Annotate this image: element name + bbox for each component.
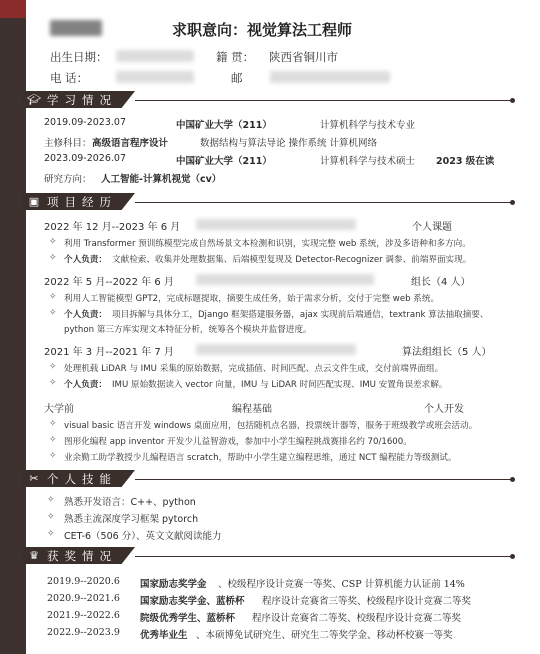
award-date: 2022.9--2023.9	[47, 627, 120, 638]
project-bullet-text: python 第三方库实现文本特征分析，统筹各个模块并监督进度。	[64, 325, 312, 335]
diamond-bullet-icon: ✧	[49, 362, 57, 372]
project-role: 个人课题	[412, 222, 452, 233]
project-role: 算法组组长（5 人）	[402, 347, 492, 358]
skill-item: 熟悉开发语言：C++、python	[64, 497, 196, 508]
phone-label: 电 话：	[50, 71, 89, 85]
birth-label: 出生日期：	[50, 50, 108, 64]
award-bold: 优秀毕业生	[140, 630, 188, 641]
left-decor-accent	[0, 0, 26, 18]
project-name-redacted	[196, 274, 374, 285]
courses-label: 主修科目：	[44, 138, 92, 149]
section-divider-dot	[510, 477, 515, 482]
graduation-cap-icon: 🎓︎	[27, 93, 41, 106]
section-divider	[135, 202, 511, 203]
edu-date: 2019.09-2023.07	[44, 117, 126, 128]
project-bullet-lead: 个人负责：	[64, 310, 107, 320]
project-bullet-text: 处理机载 LiDAR 与 IMU 采集的原始数据，完成插值、时间匹配、点云文件生成，交付前端界面组。	[64, 364, 444, 374]
tools-icon: ✂	[29, 472, 39, 485]
project-bullet-text: 项目拆解与具体分工，Django 框架搭建服务器，ajax 实现前后端通信，textrank 算法抽取摘要、	[112, 310, 489, 320]
diamond-bullet-icon: ✧	[49, 308, 57, 318]
research-value: 人工智能-计算机视觉（cv）	[101, 174, 222, 185]
briefcase-icon: ▣	[28, 195, 40, 208]
extra-bullet-text: 业余勤工助学教授少儿编程语言 scratch，帮助中小学生建立编程思维，通过 NCT 编程能力等级测试。	[64, 453, 457, 463]
name-redacted	[50, 20, 102, 36]
diamond-bullet-icon: ✧	[49, 378, 57, 388]
diamond-bullet-icon: ✧	[47, 495, 55, 505]
birth-redacted	[116, 50, 194, 62]
email-redacted	[270, 71, 390, 83]
project-name-redacted	[196, 219, 356, 230]
project-name-redacted	[196, 344, 356, 355]
award-bold: 院级优秀学生、蓝桥杯	[140, 613, 236, 624]
section-divider-dot	[510, 554, 515, 559]
edu-date: 2023.09-2026.07	[44, 153, 126, 164]
extra-right-title: 个人开发	[424, 404, 464, 415]
award-date: 2019.9--2020.6	[47, 576, 120, 587]
project-date: 2022 年 5 月--2022 年 6 月	[44, 277, 174, 288]
research-label: 研究方向：	[44, 174, 92, 185]
award-bold: 国家励志奖学金	[140, 579, 207, 590]
section-skills-header	[23, 470, 117, 487]
extra-bullet-text: visual basic 语言开发 windows 桌面应用，包括随机点名器，投票统计器等，服务于班级教学或班会活动。	[64, 421, 478, 431]
project-date: 2021 年 3 月--2021 年 7 月	[44, 347, 174, 358]
edu-major: 计算机科学与技术专业	[320, 120, 416, 131]
section-projects-header	[23, 193, 117, 210]
award-rest: 、校级程序设计竞赛一等奖、CSP 计算机能力认证前 14%	[218, 579, 465, 590]
origin-value: 陕西省铜川市	[269, 50, 338, 64]
job-intent-title: 求职意向：视觉算法工程师	[172, 21, 353, 39]
origin-label: 籍 贯：	[216, 50, 255, 64]
section-divider	[135, 479, 511, 480]
section-awards-title: 获奖情况	[47, 548, 117, 563]
award-date: 2021.9--2022.6	[47, 610, 120, 621]
courses-rest: 数据结构与算法导论 操作系统 计算机网络	[200, 138, 378, 149]
diamond-bullet-icon: ✧	[49, 435, 57, 445]
courses-bold: 高级语言程序设计	[92, 138, 169, 149]
project-bullet-lead: 个人负责：	[64, 255, 107, 265]
section-divider-dot	[510, 98, 515, 103]
edu-major: 计算机科学与技术硕士	[320, 156, 416, 167]
section-divider-dot	[510, 200, 515, 205]
section-education-header	[23, 91, 117, 108]
section-projects-title: 项目经历	[47, 194, 117, 209]
project-bullet-text: 利用人工智能模型 GPT2，完成标题提取，摘要生成任务，始于需求分析，交付于完整 web 系统。	[64, 294, 440, 304]
diamond-bullet-icon: ✧	[47, 529, 55, 539]
section-skills-title: 个人技能	[47, 471, 117, 486]
skill-item: 熟悉主流深度学习框架 pytorch	[64, 514, 199, 525]
award-date: 2020.9--2021.6	[47, 593, 120, 604]
project-bullet-text: 文献检索、收集并处理数据集、后端模型复现及 Detector-Recognizer 调参、前端界面实现。	[112, 255, 472, 265]
section-divider	[135, 100, 511, 101]
project-role: 组长（4 人）	[411, 277, 471, 288]
award-rest: 程序设计竞赛省三等奖、校级程序设计竞赛二等奖	[262, 596, 472, 607]
project-bullet-text: 利用 Transformer 预训练模型完成自然场景文本检测和识别，实现完整 web 系统，涉及多语种和多方向。	[64, 239, 471, 249]
project-date: 2022 年 12 月--2023 年 6 月	[44, 222, 181, 233]
skill-item: CET-6（506 分）、英文文献阅读能力	[64, 531, 222, 542]
phone-redacted	[116, 71, 194, 83]
award-rest: 程序设计竞赛省二等奖、校级程序设计竞赛二等奖	[252, 613, 462, 624]
diamond-bullet-icon: ✧	[47, 512, 55, 522]
diamond-bullet-icon: ✧	[49, 253, 57, 263]
section-awards-header	[23, 547, 117, 564]
edu-school: 中国矿业大学（211）	[176, 156, 272, 167]
email-label: 邮	[231, 71, 243, 85]
project-bullet-lead: 个人负责：	[64, 380, 107, 390]
extra-mid-title: 编程基础	[232, 404, 272, 415]
trophy-icon: ♛	[29, 549, 39, 562]
extra-bullet-text: 图形化编程 app inventor 开发少儿益智游戏，参加中小学生编程挑战赛排名约 70/1600。	[64, 437, 412, 447]
diamond-bullet-icon: ✧	[49, 292, 57, 302]
section-education-title: 学习情况	[47, 92, 117, 107]
diamond-bullet-icon: ✧	[49, 451, 57, 461]
diamond-bullet-icon: ✧	[49, 419, 57, 429]
project-bullet-text: IMU 原始数据读入 vector 向量，IMU 与 LiDAR 时间匹配实现、IMU 安置角误差求解。	[112, 380, 448, 390]
edu-school: 中国矿业大学（211）	[176, 120, 272, 131]
diamond-bullet-icon: ✧	[49, 237, 57, 247]
section-divider	[135, 556, 511, 557]
award-bold: 国家励志奖学金、蓝桥杯	[140, 596, 245, 607]
extra-left-title: 大学前	[44, 404, 74, 415]
edu-status: 2023 级在读	[436, 156, 495, 167]
award-rest: 、本硕博免试研究生、研究生二等奖学金、移动杯校赛一等奖	[196, 630, 453, 641]
